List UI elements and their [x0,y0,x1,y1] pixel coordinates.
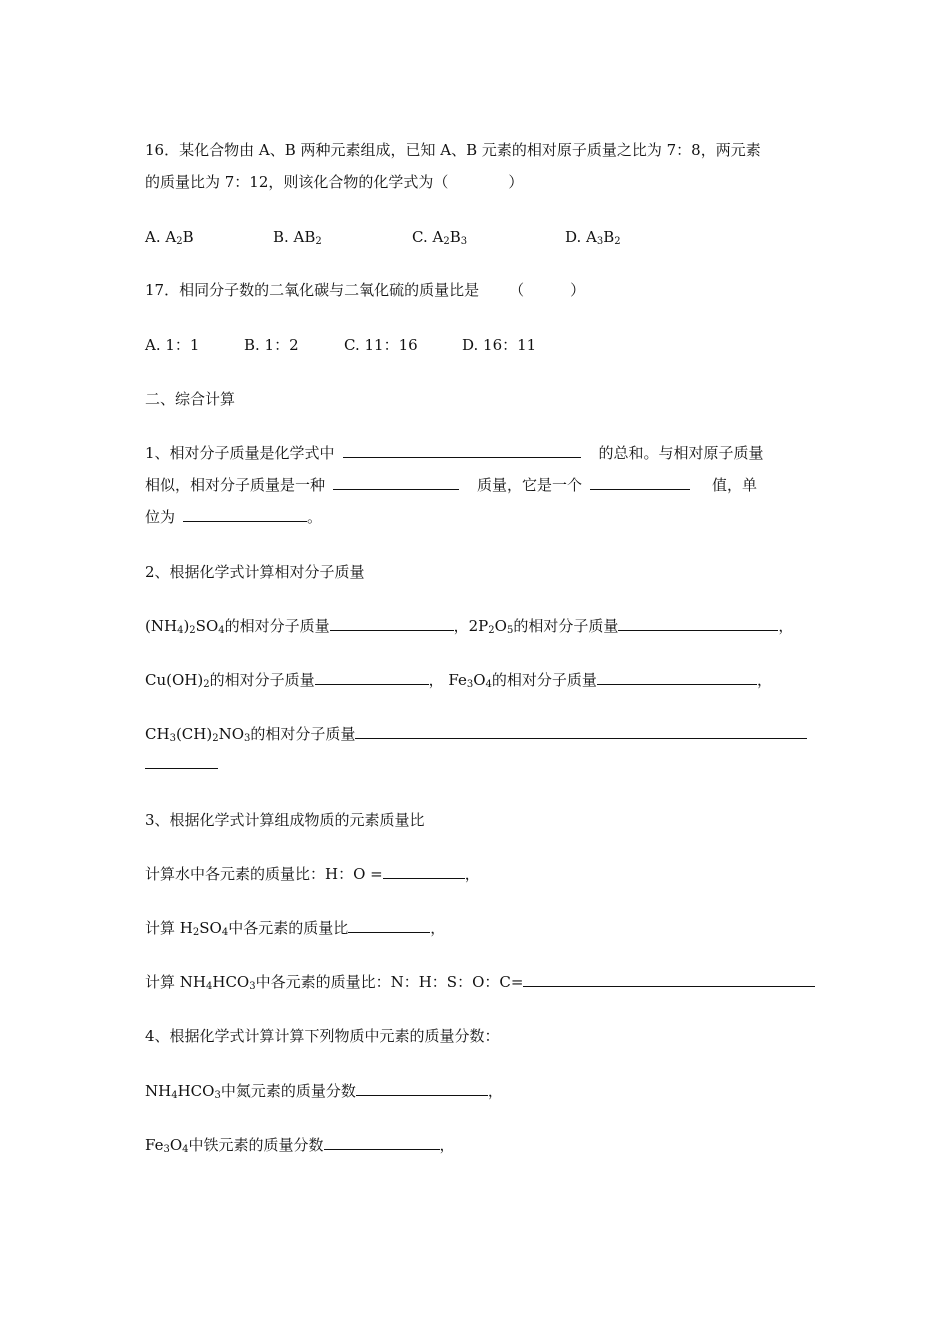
p3-row-1: 计算水中各元素的质量比：H：O = ， [145,865,480,883]
blank-iron-fraction[interactable] [324,1135,440,1150]
q17-option-b[interactable]: B. 1：2 [244,336,299,354]
p4-row-1: $NH_4HCO_3$中氮元素的质量分数 ， [145,1082,503,1101]
q17-option-c[interactable]: C. 11：16 [344,336,418,354]
p1-line-1: 1、相对分子质量是化学式中 的总和。与相对原子质量 [145,444,764,462]
blank-2p2o5[interactable] [618,616,778,631]
p4-row-2: $Fe_3O_4$中铁元素的质量分数 ， [145,1136,455,1155]
p3-row-3: 计算 $NH_4HCO_3$中各元素的质量比：N：H：S：O：C= [145,972,815,992]
blank-h2so4-ratio[interactable] [348,918,430,933]
p4-title: 4、根据化学式计算计算下列物质中元素的质量分数： [145,1027,500,1045]
q16-line-2: 的质量比为 7：12，则该化合物的化学式为（ ） [145,173,524,191]
q16-option-c[interactable]: C. $A_2B_3$ [412,228,468,247]
p1-line-3: 位为 。 [145,508,323,526]
blank-nh4-2so4[interactable] [330,616,454,631]
blank-ch3-ch-2-no3[interactable] [355,724,807,739]
p2-row-2: $Cu(OH)_2$的相对分子质量 ， $Fe_3O_4$的相对分子质量 ， [145,671,772,690]
q16-option-b[interactable]: B. $AB_2$ [273,228,322,247]
p1-line-2: 相似，相对分子质量是一种 质量，它是一个 值，单 [145,476,758,494]
blank-3[interactable] [590,475,690,490]
q16-option-d[interactable]: D. $A_3B_2$ [565,228,621,247]
blank-nh4hco3-ratio[interactable] [523,972,815,987]
p3-title: 3、根据化学式计算组成物质的元素质量比 [145,811,425,829]
blank-continuation[interactable] [145,768,218,769]
p3-row-2: 计算 $H_2SO_4$中各元素的质量比 ， [145,919,446,938]
blank-nitrogen-fraction[interactable] [356,1081,488,1096]
blank-1[interactable] [343,443,581,458]
p2-row-1: $(NH_4)_2SO_4$的相对分子质量 ，$2P_2O_5$的相对分子质量 ， [145,617,794,636]
section-title: 二、综合计算 [145,390,236,408]
q17-line: 17．相同分子数的二氧化碳与二氧化硫的质量比是 （ ） [145,281,586,299]
q17-option-d[interactable]: D. 16：11 [462,336,537,354]
p2-title: 2、根据化学式计算相对分子质量 [145,563,365,581]
blank-water-ratio[interactable] [383,864,465,879]
blank-2[interactable] [333,475,459,490]
q17-option-a[interactable]: A. 1：1 [145,336,200,354]
blank-fe3o4[interactable] [597,670,757,685]
blank-cu-oh-2[interactable] [315,670,429,685]
q16-option-a[interactable]: A. $A_2B$ [145,228,194,247]
blank-4[interactable] [183,507,307,522]
q16-line-1: 16．某化合物由 A、B 两种元素组成，已知 A、B 元素的相对原子质量之比为 7：8，两元素 [145,141,761,159]
p2-row-3: $CH_3(CH)_2NO_3$的相对分子质量 [145,724,807,744]
